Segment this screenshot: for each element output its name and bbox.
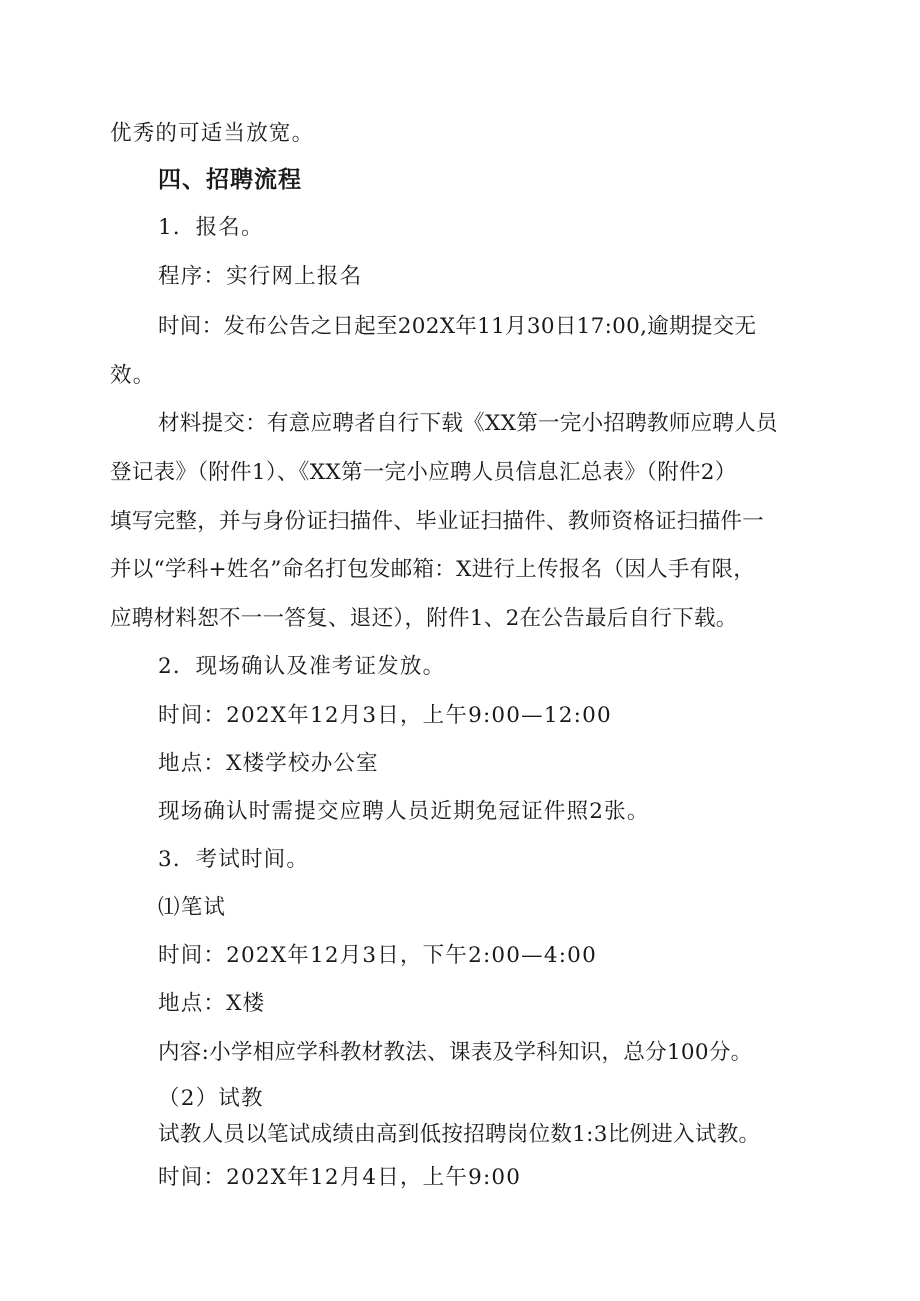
materials-paragraph-line: 应聘材料恕不一一答复、退还），附件1、2在公告最后自行下载。	[110, 606, 738, 631]
registration-time: 时间：发布公告之日起至202X年11月30日17:00,逾期提交无	[158, 314, 757, 339]
trial-teaching-time: 时间：202X年12月4日，上午9:00	[158, 1165, 522, 1190]
materials-paragraph-line: 材料提交：有意应聘者自行下载《XX第一完小招聘教师应聘人员	[158, 411, 778, 436]
step-heading-confirmation: 2．现场确认及准考证发放。	[158, 654, 446, 679]
step-heading-registration: 1．报名。	[158, 215, 264, 240]
step-heading-exam: 3．考试时间。	[158, 847, 310, 872]
materials-paragraph-line: 填写完整，并与身份证扫描件、毕业证扫描件、教师资格证扫描件一	[110, 509, 765, 534]
confirmation-location: 地点：X楼学校办公室	[158, 751, 379, 776]
section-heading: 四、招聘流程	[158, 167, 302, 193]
trial-teaching-heading: （2）试教	[158, 1086, 264, 1111]
registration-time-continued: 效。	[110, 363, 156, 388]
registration-procedure: 程序：实行网上报名	[158, 264, 363, 289]
paragraph-continuation: 优秀的可适当放宽。	[110, 121, 315, 146]
confirmation-time: 时间：202X年12月3日，上午9:00—12:00	[158, 703, 612, 728]
confirmation-note: 现场确认时需提交应聘人员近期免冠证件照2张。	[158, 799, 650, 824]
written-exam-location: 地点：X楼	[158, 991, 266, 1016]
written-exam-time: 时间：202X年12月3日，下午2:00—4:00	[158, 943, 597, 968]
materials-paragraph-line: 登记表》（附件1）、《XX第一完小应聘人员信息汇总表》（附件2）	[110, 460, 737, 485]
materials-paragraph-line: 并以“学科+姓名”命名打包发邮箱：X进行上传报名（因人手有限，	[110, 557, 756, 582]
trial-teaching-rule: 试教人员以笔试成绩由高到低按招聘岗位数1:3比例进入试教。	[158, 1122, 761, 1147]
written-exam-content: 内容:小学相应学科教材教法、课表及学科知识，总分100分。	[158, 1040, 753, 1065]
written-exam-heading: ⑴笔试	[158, 895, 227, 920]
